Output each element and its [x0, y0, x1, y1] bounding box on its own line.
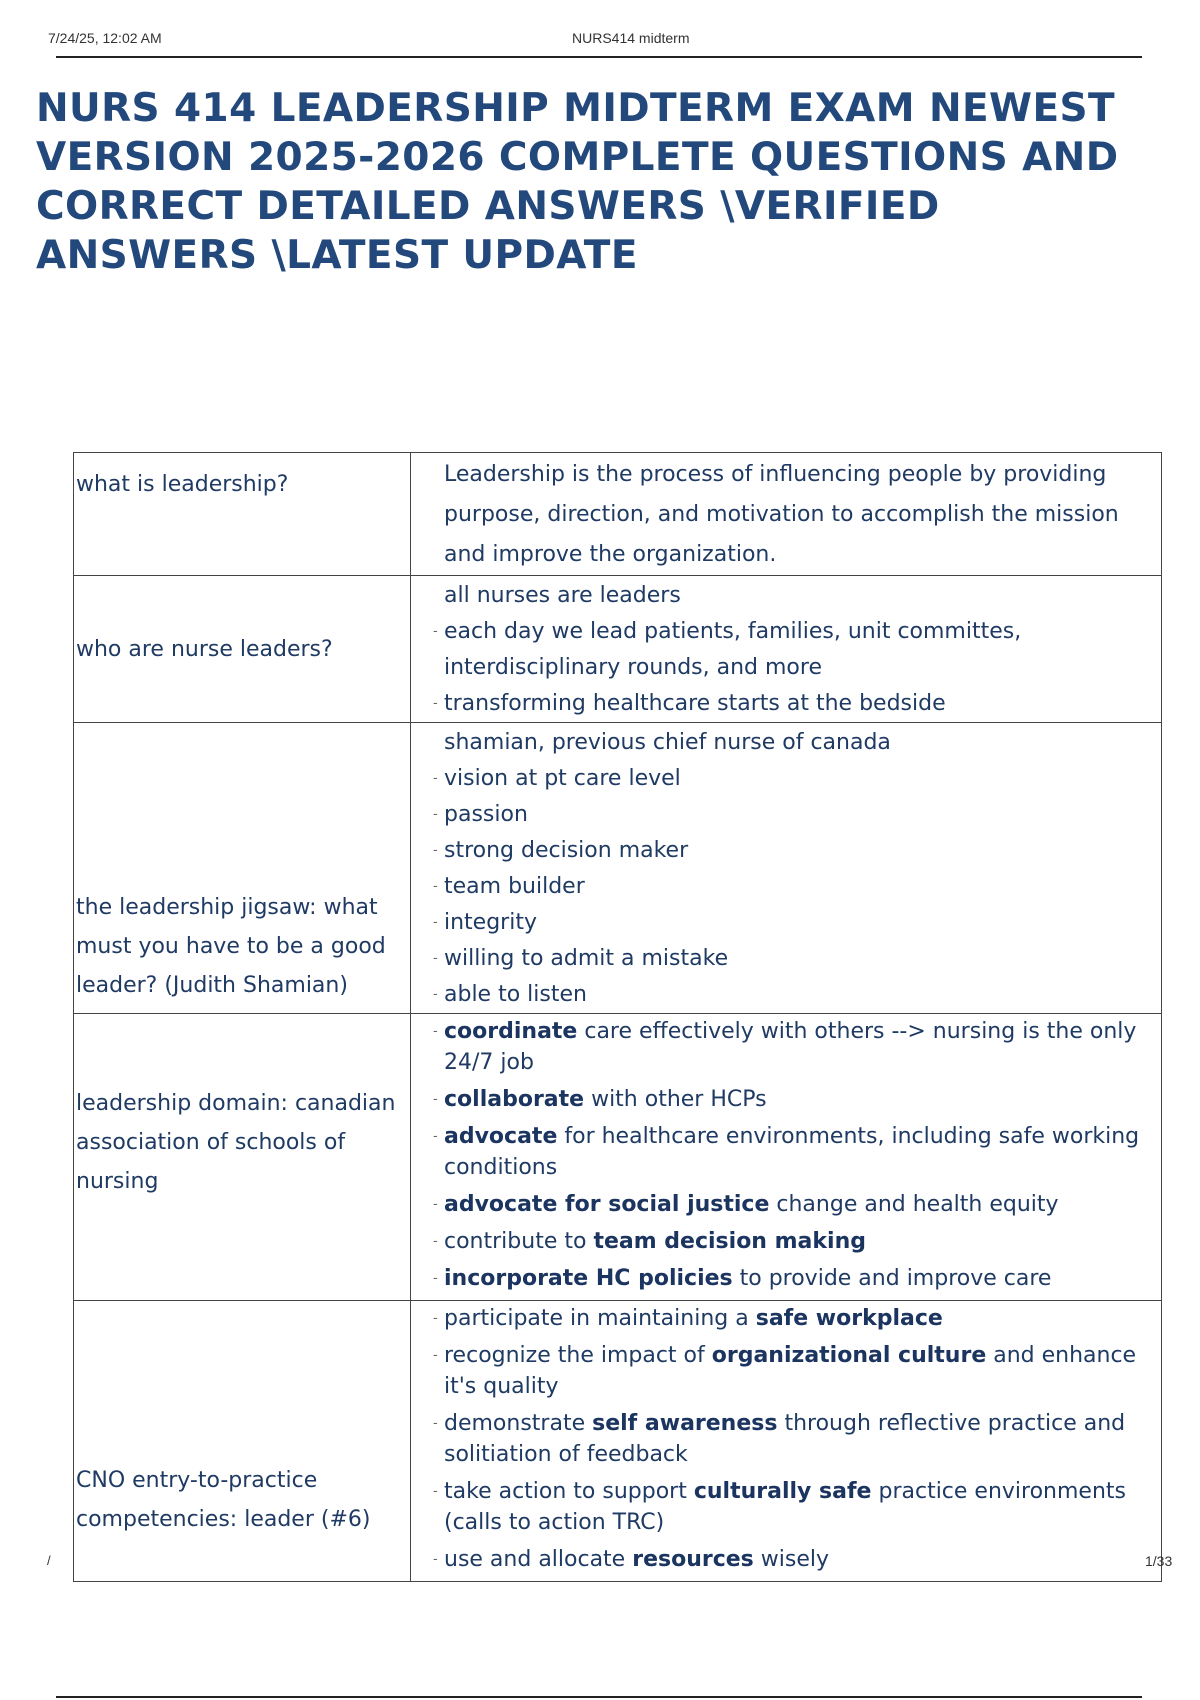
answer-detail: take action to support: [444, 1479, 694, 1504]
answer-bullet: - strong decision maker: [433, 833, 1149, 869]
answer-cell: [411, 723, 1162, 1014]
answer-keyword: collaborate: [444, 1087, 585, 1112]
answer-bullet: - each day we lead patients, families, unit committes, interdisciplinary rounds, and more: [433, 614, 1149, 686]
answer-bullet: - team builder: [433, 869, 1149, 905]
answer-keyword: self awareness: [592, 1411, 778, 1436]
answer-bullet: - integrity: [433, 905, 1149, 941]
answer-cell: [411, 1014, 1162, 1301]
answer-bullet: [433, 1303, 1149, 1334]
answer-bullet: [433, 1084, 1149, 1115]
question-cell: [74, 576, 411, 723]
question-text: what is leadership?: [76, 472, 289, 497]
question-cell: [74, 1014, 411, 1301]
answer-bullet: - transforming healthcare starts at the bedside: [433, 686, 1149, 722]
answer-detail: contribute to: [444, 1229, 594, 1254]
question-text: who are nurse leaders?: [76, 636, 333, 662]
answer-text: Leadership is the process of influencing people by providing purpose, direction, and motivation to accomplish the mission and improve the organization.: [444, 462, 1119, 567]
answer-bullet: [433, 1016, 1149, 1078]
table-row: [74, 453, 1162, 576]
table-row: [74, 576, 1162, 723]
answer-detail: change and health equity: [769, 1192, 1059, 1217]
answer-bullet: - passion: [433, 797, 1149, 833]
answer-bullet: [433, 1408, 1149, 1470]
answer-keyword: incorporate HC policies: [444, 1266, 733, 1291]
answer-keyword: safe workplace: [755, 1306, 943, 1331]
answer-line: shamian, previous chief nurse of canada: [444, 730, 891, 755]
answer-bullet: [433, 1544, 1149, 1575]
answer-detail: demonstrate: [444, 1411, 593, 1436]
question-text: leadership domain: canadian association of schools of nursing: [76, 1091, 396, 1194]
answer-bullet: [433, 1189, 1149, 1220]
question-cell: [74, 723, 411, 1014]
answer-detail: recognize the impact of: [444, 1343, 712, 1368]
qa-table: [73, 452, 1162, 1582]
page-title: NURS 414 LEADERSHIP MIDTERM EXAM NEWEST VERSION 2025-2026 COMPLETE QUESTIONS AND CORRECT DETAILED ANSWERS \VERIFIED ANSWERS \LATEST UPDATE: [36, 86, 1119, 278]
answer-keyword: culturally safe: [693, 1479, 872, 1504]
answer-bullet: - willing to admit a mistake: [433, 941, 1149, 977]
table-row: [74, 723, 1162, 1014]
answer-keyword: advocate: [444, 1124, 558, 1149]
question-text: CNO entry-to-practice competencies: leader (#6): [76, 1468, 371, 1532]
footer-mark: /: [47, 1553, 51, 1568]
page-number: 1/33: [1145, 1553, 1173, 1569]
answer-cell: [411, 453, 1162, 576]
print-doc-title: NURS414 midterm: [572, 30, 690, 46]
answer-bullet: - able to listen: [433, 977, 1149, 1013]
question-cell: [74, 453, 411, 576]
answer-keyword: advocate for social justice: [444, 1192, 770, 1217]
answer-bullet: [433, 1476, 1149, 1538]
question-cell: [74, 1301, 411, 1582]
answer-bullet: - vision at pt care level: [433, 761, 1149, 797]
answer-detail: practice environments (calls to action TRC): [444, 1479, 1126, 1535]
answer-keyword: coordinate: [444, 1019, 578, 1044]
answer-detail: for healthcare environments, including safe working conditions: [444, 1124, 1140, 1180]
print-timestamp: 7/24/25, 12:02 AM: [48, 30, 162, 46]
header-divider: [56, 56, 1142, 58]
answer-cell: [411, 576, 1162, 723]
answer-keyword: team decision making: [593, 1229, 866, 1254]
answer-detail: to provide and improve care: [732, 1266, 1052, 1291]
question-text: the leadership jigsaw: what must you have to be a good leader? (Judith Shamian): [76, 895, 386, 998]
answer-bullet: [433, 1121, 1149, 1183]
answer-detail: through reflective practice and solitiation of feedback: [444, 1411, 1126, 1467]
answer-bullet: [433, 1263, 1149, 1294]
table-row: [74, 1014, 1162, 1301]
answer-keyword: resources: [632, 1547, 754, 1572]
answer-detail: and enhance it's quality: [444, 1343, 1137, 1399]
answer-bullet: [433, 1340, 1149, 1402]
answer-cell: [411, 1301, 1162, 1582]
answer-detail: with other HCPs: [584, 1087, 767, 1112]
table-row: [74, 1301, 1162, 1582]
answer-detail: participate in maintaining a: [444, 1306, 756, 1331]
answer-detail: wisely: [753, 1547, 830, 1572]
footer-divider: [56, 1696, 1142, 1698]
answer-detail: care effectively with others --> nursing is the only 24/7 job: [444, 1019, 1137, 1075]
answer-detail: use and allocate: [444, 1547, 633, 1572]
answer-bullet: [433, 1226, 1149, 1257]
answer-line: all nurses are leaders: [444, 583, 681, 608]
answer-keyword: organizational culture: [711, 1343, 987, 1368]
